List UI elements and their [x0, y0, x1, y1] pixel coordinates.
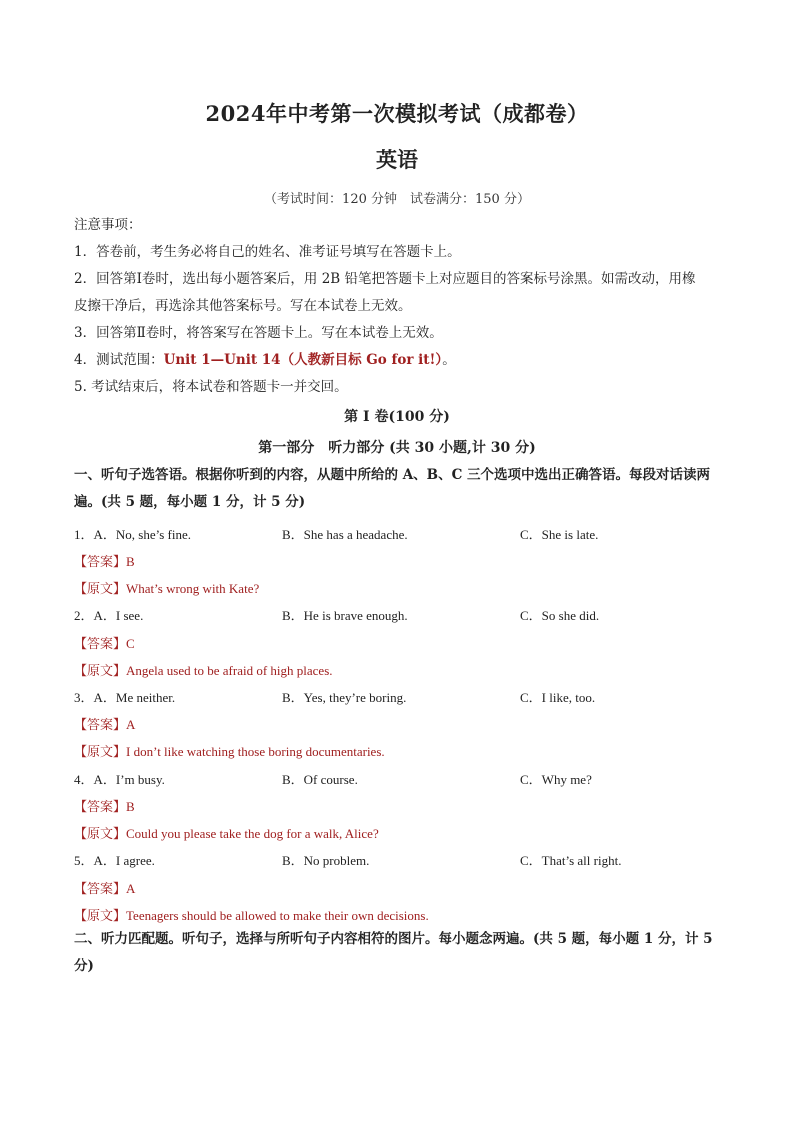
- exam-title: 2024年中考第一次模拟考试（成都卷）: [205, 101, 589, 126]
- exam-subject: 英语: [376, 147, 418, 172]
- notes-heading: 注意事项：: [74, 217, 142, 233]
- notes-item-4-scope: Unit 1—Unit 14（人教新目标 Go for it!）: [163, 352, 443, 368]
- question-3-option-c: C．I like, too.: [520, 690, 596, 705]
- notes-item-4-prefix: 4．测试范围：: [74, 352, 164, 368]
- original-text: I don’t like watching those boring documentaries.: [126, 744, 385, 759]
- notes-item-2-line-1: 2．回答第Ⅰ卷时，选出每小题答案后，用 2B 铅笔把答题卡上对应题目的答案标号涂黑。如需改动，用橡: [74, 271, 696, 287]
- original-label: 【原文】: [74, 826, 127, 841]
- question-4-option-a: 4．A．I’m busy.: [74, 772, 165, 787]
- notes-item-3: 3．回答第Ⅱ卷时，将答案写在答题卡上。写在本试卷上无效。: [74, 325, 443, 341]
- notes-item-2-line-2: 皮擦干净后，再选涂其他答案标号。写在本试卷上无效。: [74, 298, 412, 314]
- question-5-original: [74, 905, 429, 924]
- question-4-option-c: C．Why me?: [520, 772, 592, 787]
- question-3-option-a: 3．A．Me neither.: [74, 690, 176, 705]
- question-1-option-b: B．She has a headache.: [282, 527, 408, 542]
- section-1-instructions: 一、听句子选答语。根据你听到的内容，从题中所给的 A、B、C 三个选项中选出正确答语。每段对话读两遍。(共 5 题，每小题 1 分，计 5 分): [74, 467, 711, 510]
- question-5-option-c: C．That’s all right.: [520, 853, 622, 868]
- section-2-instructions: 二、听力匹配题。听句子，选择与所听句子内容相符的图片。每小题念两遍。(共 5 题，每小题 1 分，计 5 分): [74, 931, 713, 974]
- part-heading: 第 I 卷(100 分): [344, 409, 450, 425]
- notes-item-4: [74, 351, 456, 369]
- answer-value: A: [126, 881, 136, 896]
- question-1-answer: [74, 551, 135, 570]
- question-2-option-b: B．He is brave enough.: [282, 608, 408, 623]
- question-1-original: [74, 578, 259, 597]
- answer-value: B: [126, 554, 135, 569]
- question-3-original: [74, 741, 385, 760]
- original-label: 【原文】: [74, 663, 127, 678]
- original-text: Angela used to be afraid of high places.: [126, 663, 333, 678]
- question-4-answer: [74, 796, 135, 815]
- question-2-option-c: C．So she did.: [520, 608, 600, 623]
- section-heading: 第一部分 听力部分 (共 30 小题,计 30 分): [258, 440, 536, 456]
- question-5-option-b: B．No problem.: [282, 853, 370, 868]
- original-label: 【原文】: [74, 744, 127, 759]
- notes-item-5: 5. 考试结束后，将本试卷和答题卡一并交回。: [74, 379, 348, 395]
- original-label: 【原文】: [74, 581, 127, 596]
- answer-value: A: [126, 717, 136, 732]
- notes-item-4-suffix: 。: [442, 352, 456, 368]
- answer-value: B: [126, 799, 135, 814]
- original-text: Teenagers should be allowed to make their own decisions.: [126, 908, 429, 923]
- answer-value: C: [126, 636, 135, 651]
- question-2-option-a: 2．A．I see.: [74, 608, 144, 623]
- notes-item-1: 1．答卷前，考生务必将自己的姓名、准考证号填写在答题卡上。: [74, 244, 461, 260]
- exam-time-info: （考试时间：120 分钟 试卷满分：150 分）: [264, 192, 530, 207]
- question-2-answer: [74, 633, 135, 652]
- answer-label: 【答案】: [74, 717, 127, 732]
- question-2-original: [74, 660, 333, 679]
- question-1-option-c: C．She is late.: [520, 527, 599, 542]
- question-3-option-b: B．Yes, they’re boring.: [282, 690, 407, 705]
- answer-label: 【答案】: [74, 636, 127, 651]
- question-3-answer: [74, 714, 135, 733]
- question-4-original: [74, 823, 379, 842]
- question-1-option-a: 1．A．No, she’s fine.: [74, 527, 191, 542]
- answer-label: 【答案】: [74, 799, 127, 814]
- original-label: 【原文】: [74, 908, 127, 923]
- answer-label: 【答案】: [74, 554, 127, 569]
- original-text: What’s wrong with Kate?: [126, 581, 260, 596]
- question-4-option-b: B．Of course.: [282, 772, 358, 787]
- answer-label: 【答案】: [74, 881, 127, 896]
- question-5-option-a: 5．A．I agree.: [74, 853, 155, 868]
- question-5-answer: [74, 878, 135, 897]
- original-text: Could you please take the dog for a walk, Alice?: [126, 826, 379, 841]
